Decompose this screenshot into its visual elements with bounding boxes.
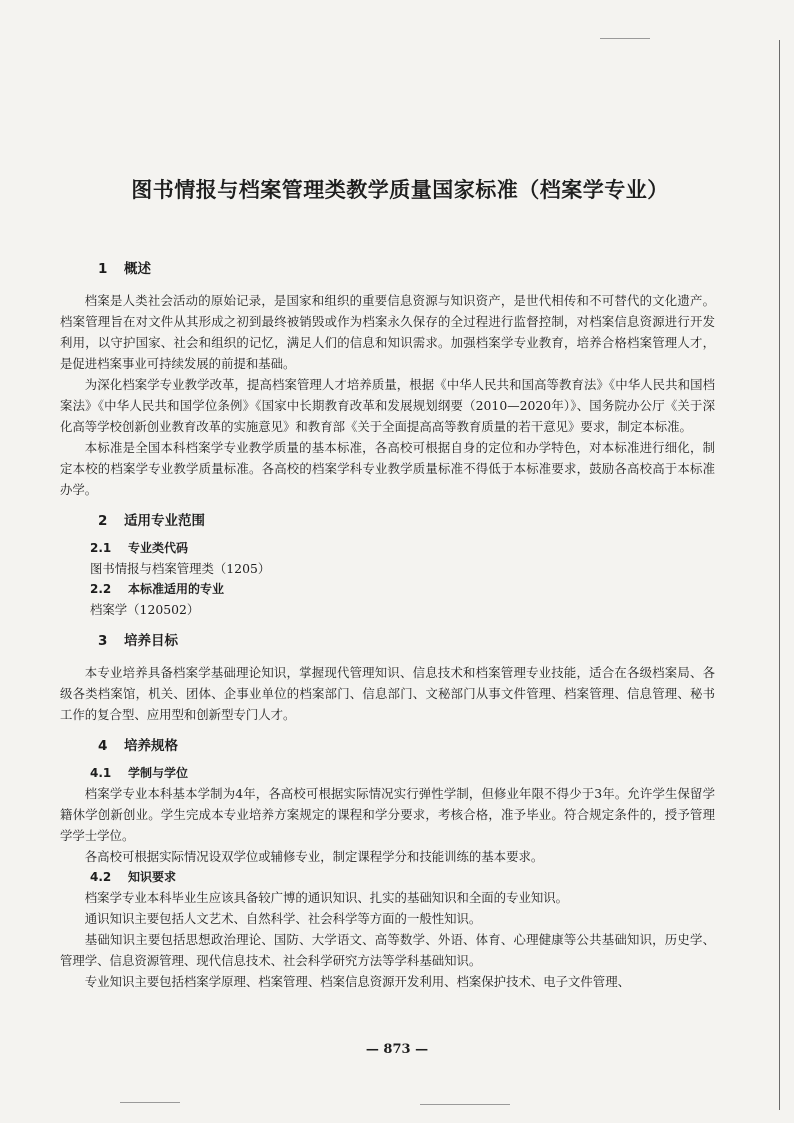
subsection-title: 知识要求 bbox=[128, 870, 177, 884]
paragraph: 档案学专业本科毕业生应该具备较广博的通识知识、扎实的基础知识和全面的专业知识。 bbox=[84, 890, 569, 905]
subsection-number: 2.1 bbox=[90, 541, 112, 555]
paragraph: 专业知识主要包括档案学原理、档案管理、档案信息资源开发利用、档案保护技术、电子文件管理、 bbox=[84, 974, 630, 989]
section-title: 概述 bbox=[124, 261, 151, 277]
section-heading bbox=[60, 630, 715, 652]
paragraph: 本专业培养具备档案学基础理论知识，掌握现代管理知识、信息技术和档案管理专业技能，适合在各级档案局、各级各类档案馆，机关、团体、企事业单位的档案部门、信息部门、文秘部门从事文件管理、档案管理、信息管理、秘书工作的复合型、应用型和创新型专门人才。 bbox=[60, 665, 715, 722]
section-heading bbox=[60, 510, 715, 532]
subsection-title: 专业类代码 bbox=[128, 541, 189, 555]
subsection-number: 2.2 bbox=[90, 582, 112, 596]
section-heading bbox=[60, 735, 715, 757]
section-title: 培养目标 bbox=[124, 633, 178, 649]
paragraph: 各高校可根据实际情况设双学位或辅修专业，制定课程学分和技能训练的基本要求。 bbox=[84, 849, 544, 864]
section-number: 2 bbox=[98, 513, 108, 529]
paragraph: 档案是人类社会活动的原始记录，是国家和组织的重要信息资源与知识资产，是世代相传和不可替代的文化遗产。档案管理旨在对文件从其形成之初到最终被销毁或作为档案永久保存的全过程进行监督控制，对档案信息资源进行开发利用，以守护国家、社会和组织的记忆，满足人们的信息和知识需求。加强档案学专业教育，培养合格档案管理人才，是促进档案事业可持续发展的前提和基础。 bbox=[60, 293, 715, 371]
subsection-heading bbox=[60, 579, 715, 599]
subsection-heading bbox=[60, 867, 715, 887]
paragraph: 通识知识主要包括人文艺术、自然科学、社会科学等方面的一般性知识。 bbox=[84, 911, 482, 926]
document-title: 图书情报与档案管理类教学质量国家标准（档案学专业） bbox=[131, 178, 669, 202]
subsection-number: 4.1 bbox=[90, 766, 112, 780]
subsection-number: 4.2 bbox=[90, 870, 112, 884]
paragraph: 档案学专业本科基本学制为4年，各高校可根据实际情况实行弹性学制，但修业年限不得少于3年。允许学生保留学籍休学创新创业。学生完成本专业培养方案规定的课程和学分要求，考核合格，准予毕业。符合规定条件的，授予管理学学士学位。 bbox=[60, 786, 715, 843]
subsection-title: 学制与学位 bbox=[128, 766, 189, 780]
scan-edge-line bbox=[779, 40, 780, 1110]
paragraph: 本标准是全国本科档案学专业教学质量的基本标准，各高校可根据自身的定位和办学特色，对本标准进行细化，制定本校的档案学专业教学质量标准。各高校的档案学科专业教学质量标准不得低于本标准要求，鼓励各高校高于本标准办学。 bbox=[60, 440, 715, 497]
scan-noise bbox=[120, 1102, 180, 1103]
scan-noise bbox=[600, 38, 650, 39]
paragraph: 图书情报与档案管理类（1205） bbox=[90, 561, 271, 576]
paragraph: 为深化档案学专业教学改革，提高档案管理人才培养质量，根据《中华人民共和国高等教育法》《中华人民共和国档案法》《中华人民共和国学位条例》《国家中长期教育改革和发展规划纲要（2010—2020年）》、国务院办公厅《关于深化高等学校创新创业教育改革的实施意见》和教育部《关于全面提高高等教育质量的若干意见》要求，制定本标准。 bbox=[60, 377, 715, 434]
section-number: 3 bbox=[98, 633, 108, 649]
scan-noise bbox=[420, 1104, 510, 1105]
document-body bbox=[60, 258, 715, 992]
section-heading bbox=[60, 258, 715, 280]
section-title: 适用专业范围 bbox=[124, 513, 205, 529]
paragraph: 档案学（120502） bbox=[90, 602, 200, 617]
subsection-heading bbox=[60, 538, 715, 558]
section-title: 培养规格 bbox=[124, 738, 178, 754]
section-number: 1 bbox=[98, 261, 108, 277]
subsection-title: 本标准适用的专业 bbox=[128, 582, 225, 596]
paragraph: 基础知识主要包括思想政治理论、国防、大学语文、高等数学、外语、体育、心理健康等公共基础知识，历史学、管理学、信息资源管理、现代信息技术、社会科学研究方法等学科基础知识。 bbox=[60, 932, 715, 968]
page-number: — 873 — bbox=[365, 1042, 429, 1057]
section-number: 4 bbox=[98, 738, 108, 754]
subsection-heading bbox=[60, 763, 715, 783]
